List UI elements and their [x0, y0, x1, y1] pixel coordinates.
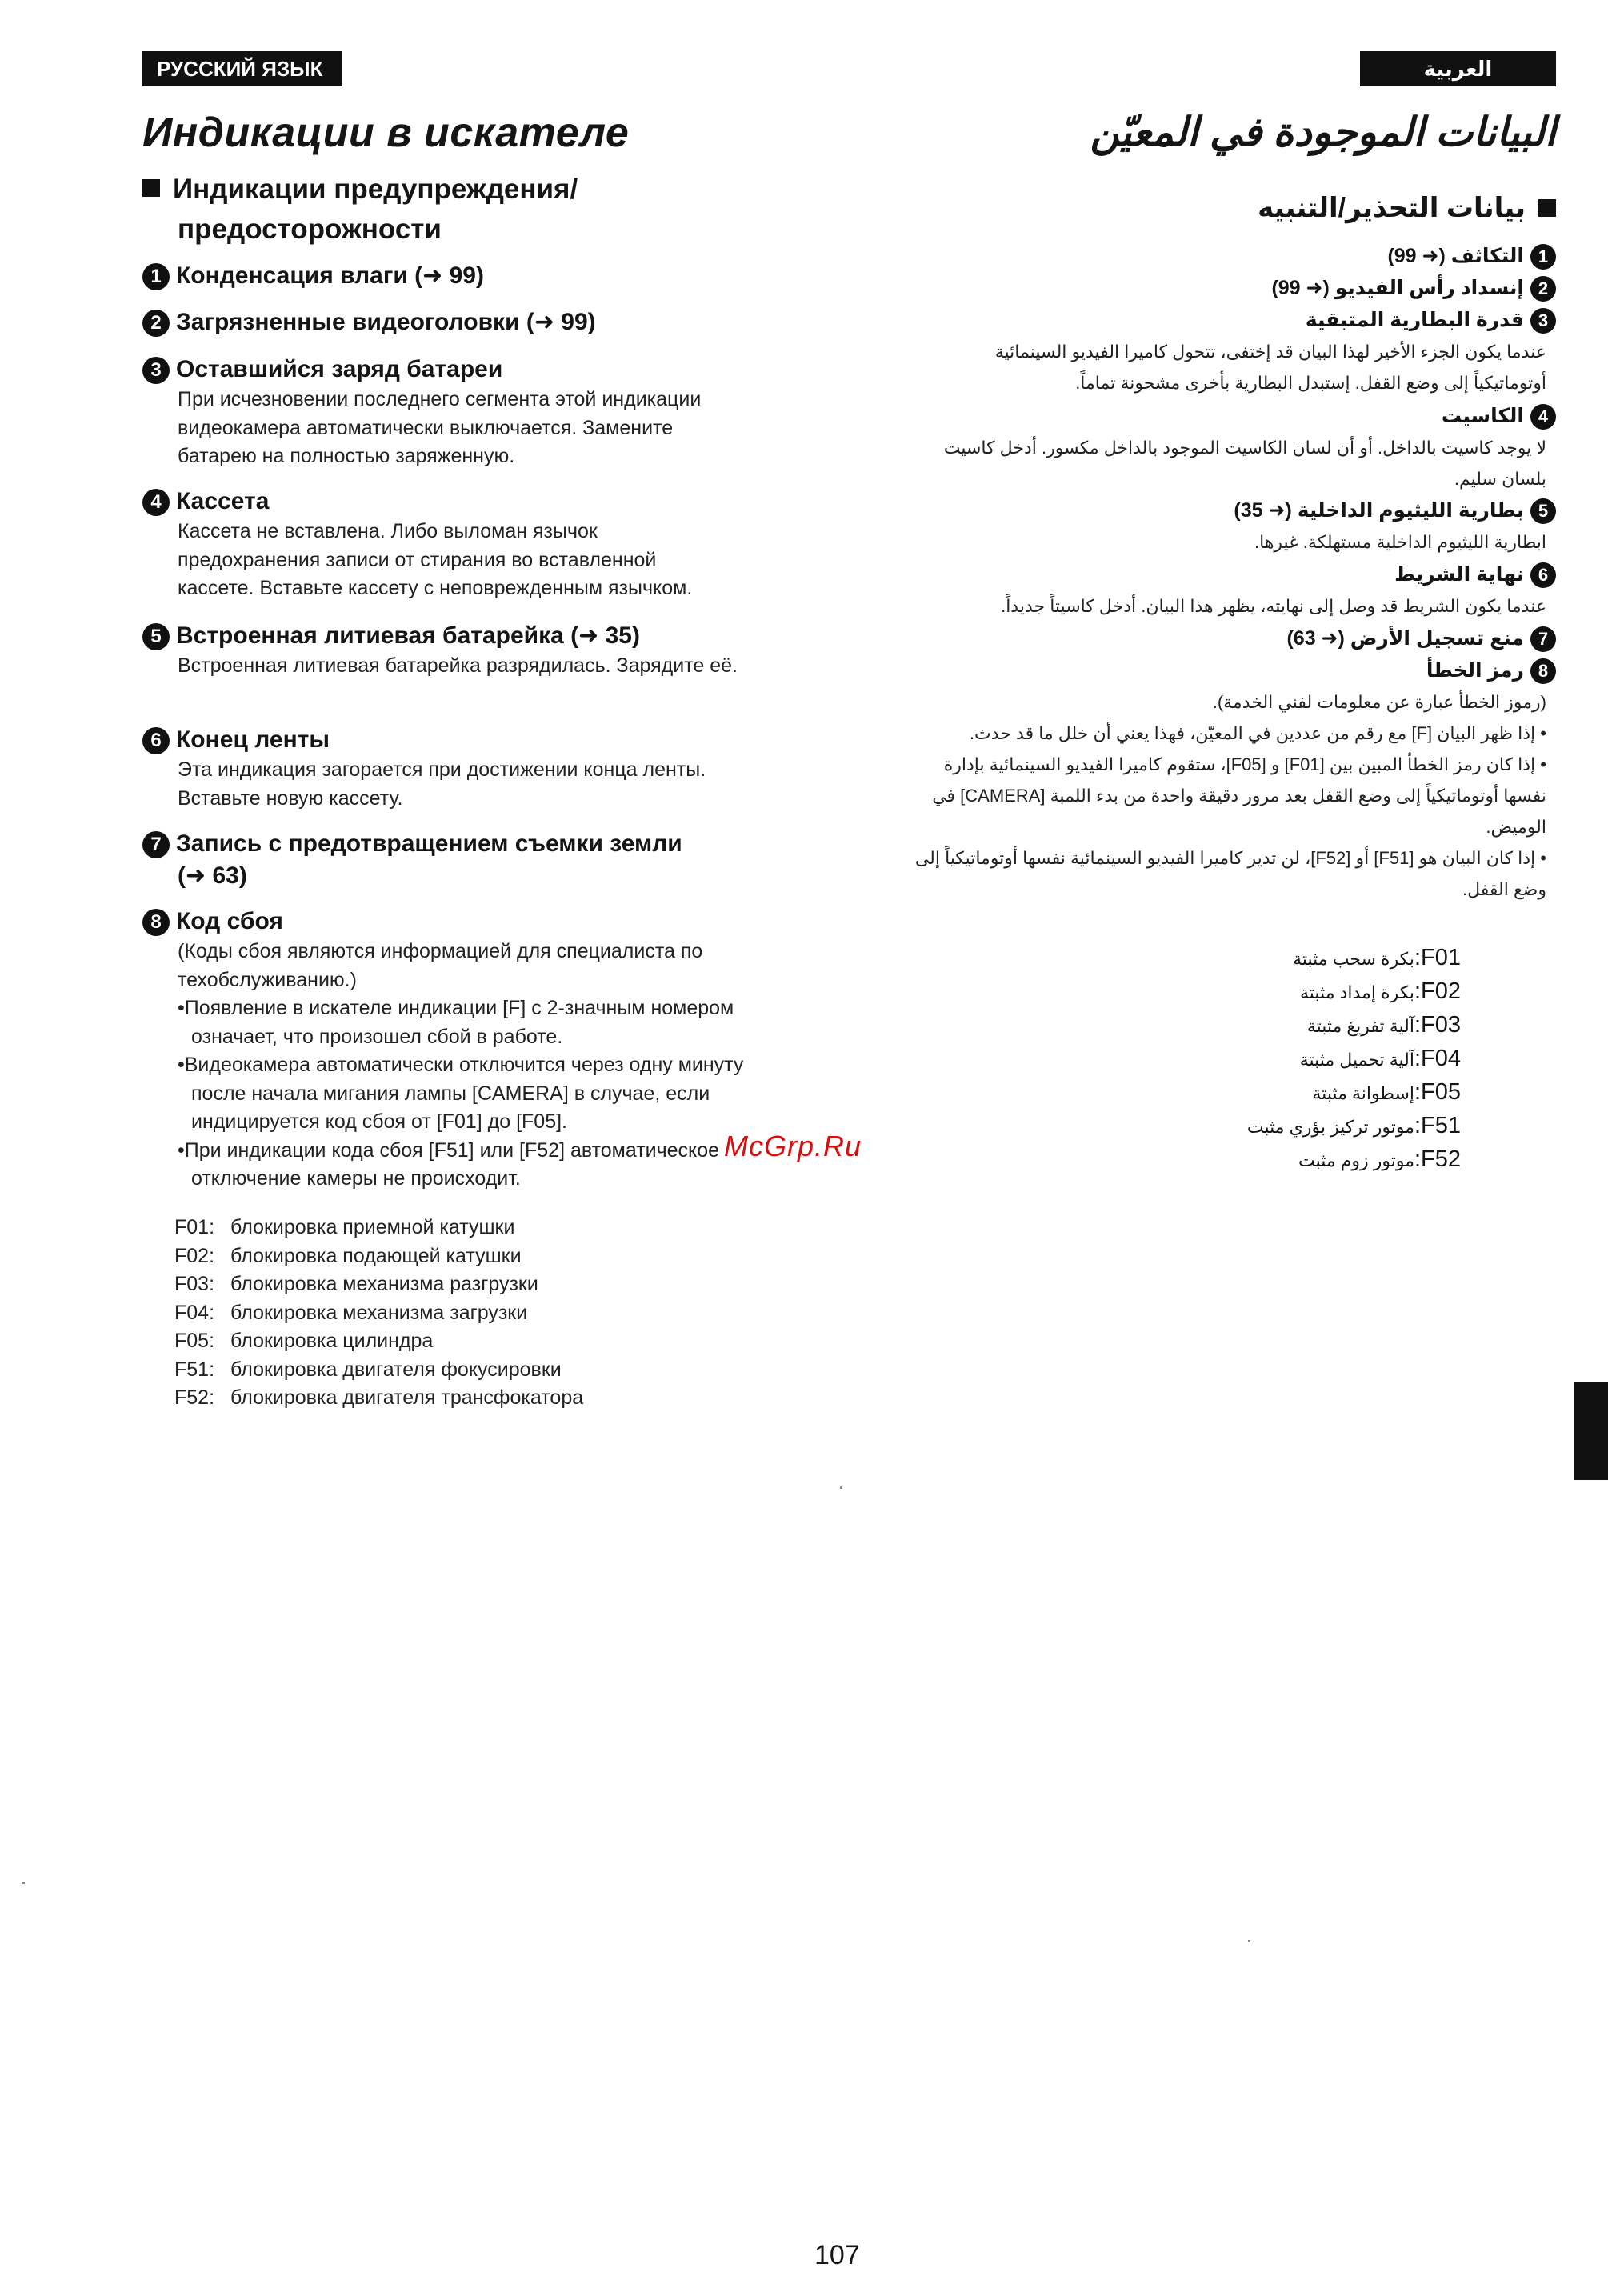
code-row: :F03آلية تفريغ مثبتة — [1306, 1012, 1462, 1038]
ru-bullet-list — [142, 994, 770, 1194]
number-2-icon: 2 — [142, 310, 170, 337]
list-item: • إذا كان البيان هو [F51] أو [F52]، لن تدير كاميرا الفيديو السينمائية نفسها أوتوماتيكياً إلى وضع القفل. — [914, 848, 1546, 899]
ar-item-7: 7منع تسجيل الأرض (➜ 63) — [864, 622, 1556, 654]
code-row: F03: блокировка механизма разгрузки — [174, 1273, 538, 1295]
number-2-icon: 2 — [1530, 276, 1556, 302]
code-row: :F01بكرة سحب مثبتة — [1293, 945, 1462, 970]
ru-item-2: 2 Загрязненные видеоголовки (➜ 99) — [142, 306, 782, 338]
number-3-icon: 3 — [1530, 308, 1556, 334]
number-6-icon: 6 — [142, 727, 170, 754]
list-item: •При индикации кода сбоя [F51] или [F52] автоматическое отключение камеры не происходит. — [178, 1138, 720, 1190]
code-row: :F04آلية تحميل مثبتة — [1299, 1046, 1462, 1071]
section-heading-russian: Индикации предупреждения/ предосторожности — [142, 170, 718, 250]
ar-item-3: 3قدرة البطارية المتبقية عندما يكون الجزء الأخير لهذا البيان قد إختفى، تتحول كاميرا الفيديو السينمائية أوتوماتيكياً إلى وضع القفل. إستبدل البطارية بأخرى مشحونة تماماً. — [864, 304, 1556, 398]
ar-item-4: 4الكاسيت لا يوجد كاسيت بالداخل. أو أن لسان الكاسيت الموجود بالداخل مكسور. أدخل كاسيت بلسان سليم. — [864, 400, 1556, 494]
code-row: :F51موتور تركيز بؤري مثبت — [1246, 1113, 1462, 1138]
language-tab-russian: РУССКИЙ ЯЗЫК — [142, 51, 342, 86]
ru-item-4: 4 Кассета Кассета не вставлена. Либо выломан язычок предохранения записи от стирания во вставленной кассете. Вставьте кассету с неповрежденным язычком. — [142, 486, 782, 603]
list-item: • إذا ظهر البيان [F] مع رقم من عددين في المعيّن، فهذا يعني أن خلل ما قد حدث. — [969, 723, 1546, 743]
code-row: F04: блокировка механизма загрузки — [174, 1301, 528, 1324]
number-1-icon: 1 — [1530, 244, 1556, 270]
ru-item-6: 6 Конец ленты Эта индикация загорается при достижении конца ленты. Вставьте новую кассету. — [142, 724, 782, 813]
scan-dot — [22, 1882, 25, 1884]
ru-item-8: 8 Код сбоя (Коды сбоя являются информацией для специалиста по техобслуживанию.) •Появление в искателе индикации [F] с 2-значным номером означает, что произошел сбой в работе. •Видеокамера автоматически отключится через одну минуту после начала мигания лампы [CAMERA] в случае, если индицируется код сбоя от [F01] до [F05]. •При индикации кода сбоя [F51] или [F52] автоматическое отключение камеры не происходит. — [142, 906, 782, 1194]
side-tab-marker — [1574, 1382, 1608, 1480]
list-item: •Появление в искателе индикации [F] с 2-значным номером означает, что произошел сбой в работе. — [178, 997, 734, 1048]
ar-error-codes — [1246, 942, 1472, 1177]
watermark: McGrp.Ru — [724, 1130, 862, 1162]
scan-dot — [1248, 1940, 1250, 1942]
code-row: F05: блокировка цилиндра — [174, 1330, 434, 1352]
number-7-icon: 7 — [142, 831, 170, 858]
section-heading-arabic: بيانات التحذير/التنبيه — [1258, 192, 1556, 224]
code-row: F01: блокировка приемной катушки — [174, 1216, 515, 1238]
number-8-icon: 8 — [142, 909, 170, 936]
code-row: :F05إسطوانة مثبتة — [1312, 1079, 1462, 1105]
ru-item-5: 5 Встроенная литиевая батарейка (➜ 35) Встроенная литиевая батарейка разрядилась. Зарядите её. — [142, 620, 782, 681]
code-row: :F52موتور زوم مثبت — [1298, 1146, 1462, 1172]
number-3-icon: 3 — [142, 357, 170, 384]
number-8-icon: 8 — [1530, 658, 1556, 684]
ru-item-7: 7 Запись с предотвращением съемки земли (➜ 63) — [142, 828, 782, 892]
ar-item-1: 1التكاثف (➜ 99) — [864, 240, 1556, 272]
square-bullet-icon — [142, 179, 160, 197]
list-item: •Видеокамера автоматически отключится через одну минуту после начала мигания лампы [CAMERA] в случае, если индицируется код сбоя от [F01] до [F05]. — [178, 1054, 744, 1133]
ru-item-1: 1 Конденсация влаги (➜ 99) — [142, 260, 782, 292]
language-tab-arabic: العربية — [1360, 51, 1556, 86]
number-4-icon: 4 — [142, 489, 170, 516]
ru-error-codes — [174, 1214, 583, 1413]
number-4-icon: 4 — [1530, 404, 1556, 430]
scan-dot — [840, 1486, 842, 1489]
page-number: 107 — [814, 2240, 860, 2270]
number-5-icon: 5 — [142, 623, 170, 650]
number-6-icon: 6 — [1530, 562, 1556, 588]
page-title-arabic: البيانات الموجودة في المعيّن — [1090, 110, 1556, 154]
code-row: F02: блокировка подающей катушки — [174, 1244, 522, 1267]
list-item: • إذا كان رمز الخطأ المبين بين [F01] و [F05]، ستقوم كاميرا الفيديو السينمائية بإدارة نفسها أوتوماتيكياً إلى وضع القفل بعد مرور دقيقة واحدة من بدء اللمبة [CAMERA] في الوميض. — [932, 754, 1546, 837]
page-title-russian: Индикации в искателе — [142, 110, 630, 156]
square-bullet-icon — [1538, 199, 1556, 217]
ar-item-2: 2إنسداد رأس الفيديو (➜ 99) — [864, 272, 1556, 304]
ar-item-8: 8رمز الخطأ (رموز الخطأ عبارة عن معلومات لفني الخدمة). • إذا ظهر البيان [F] مع رقم من عددين في المعيّن، فهذا يعني أن خلل ما قد حدث. • إذا كان رمز الخطأ المبين بين [F01] و [F05]، ستقوم كاميرا الفيديو السينمائية بإدارة نفسها أوتوماتيكياً إلى وضع القفل بعد مرور دقيقة واحدة من بدء اللمبة [CAMERA] في الوميض. • إذا كان البيان هو [F51] أو [F52]، لن تدير كاميرا الفيديو السينمائية نفسها أوتوماتيكياً إلى وضع القفل. — [864, 654, 1556, 905]
ru-item-3: 3 Оставшийся заряд батареи При исчезновении последнего сегмента этой индикации видеокамера автоматически выключается. Замените батарею на полностью заряженную. — [142, 354, 782, 471]
code-row: F51: блокировка двигателя фокусировки — [174, 1358, 562, 1381]
code-row: F52: блокировка двигателя трансфокатора — [174, 1386, 584, 1409]
code-row: :F02بكرة إمداد مثبتة — [1299, 978, 1462, 1004]
number-1-icon: 1 — [142, 263, 170, 290]
ar-item-5: 5بطارية الليثيوم الداخلية (➜ 35) ابطارية الليثيوم الداخلية مستهلكة. غيرها. — [864, 494, 1556, 558]
ar-item-6: 6نهاية الشريط عندما يكون الشريط قد وصل إلى نهايته، يظهر هذا البيان. أدخل كاسيتاً جديداً. — [864, 558, 1556, 622]
number-5-icon: 5 — [1530, 498, 1556, 524]
number-7-icon: 7 — [1530, 626, 1556, 652]
